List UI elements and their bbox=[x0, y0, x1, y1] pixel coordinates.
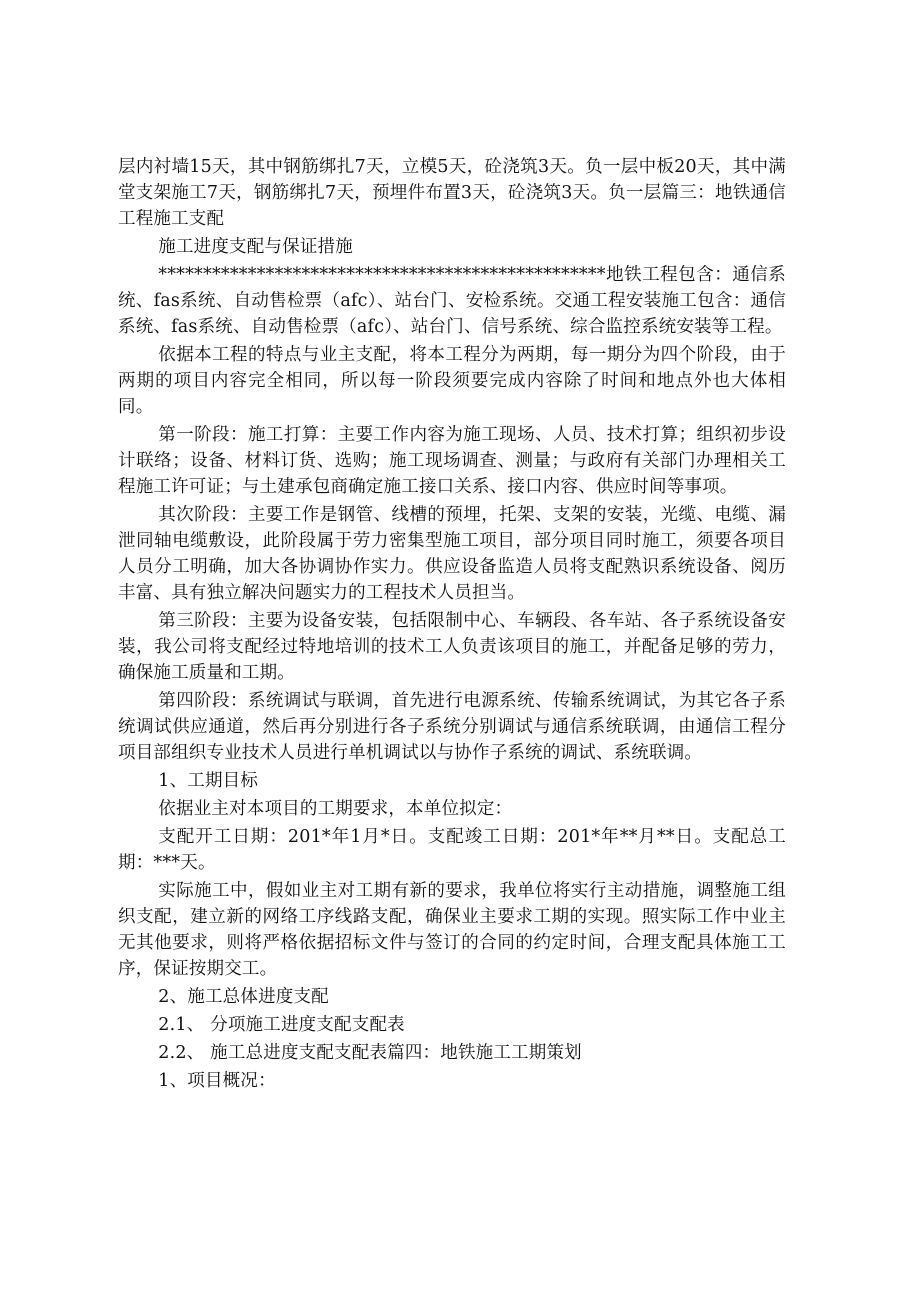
heading-project-overview: 1、项目概况： bbox=[158, 1071, 276, 1091]
paragraph-owner-requirement: 依据业主对本项目的工期要求，本单位拟定： bbox=[158, 799, 513, 819]
paragraph-phase-1: 第一阶段：施工打算：主要工作内容为施工现场、人员、技术打算；组织初步设计联络；设备、材料订货、选购；施工现场调查、测量；与政府有关部门办理相关工程施工许可证；与土建承包商确定施工接口关系、接口内容、供应时间等事项。 bbox=[118, 425, 786, 497]
paragraph-actual-construction: 实际施工中，假如业主对工期有新的要求，我单位将实行主动措施，调整施工组织支配，建立新的网络工序线路支配，确保业主要求工期的实现。照实际工作中业主无其他要求，则将严格依据招标文件与签订的合同的约定时间，合理支配具体施工工序，保证按期交工。 bbox=[118, 881, 786, 979]
section-title-schedule: 施工进度支配与保证措施 bbox=[158, 237, 353, 257]
item-2-1: 2.1、 分项施工进度支配支配表 bbox=[158, 1015, 405, 1035]
paragraph-phase-4: 第四阶段：系统调试与联调，首先进行电源系统、传输系统调试，为其它各子系统调试供应通道，然后再分别进行各子系统分别调试与通信系统联调，由通信工程分项目部组织专业技术人员进行单机调试以与协作子系统的调试、系统联调。 bbox=[118, 691, 786, 763]
paragraph-planned-dates: 支配开工日期：201*年1月*日。支配竣工日期：201*年**月**日。支配总工期：***天。 bbox=[118, 827, 786, 873]
paragraph-phases-intro: 依据本工程的特点与业主支配，将本工程分为两期，每一期分为四个阶段，由于两期的项目内容完全相同，所以每一阶段须要完成内容除了时间和地点外也大体相同。 bbox=[118, 345, 786, 417]
heading-overall-schedule: 2、施工总体进度支配 bbox=[158, 987, 329, 1007]
paragraph-phase-3: 第三阶段：主要为设备安装，包括限制中心、车辆段、各车站、各子系统设备安装，我公司将支配经过特地培训的技术工人负责该项目的施工，并配备足够的劳力，确保施工质量和工期。 bbox=[118, 611, 786, 683]
document-body bbox=[118, 154, 786, 1096]
item-2-2: 2.2、 施工总进度支配支配表篇四：地铁施工工期策划 bbox=[158, 1043, 582, 1063]
paragraph-continued: 层内衬墙15天，其中钢筋绑扎7天，立模5天，砼浇筑3天。负一层中板20天，其中满堂支架施工7天，钢筋绑扎7天，预埋件布置3天，砼浇筑3天。负一层篇三：地铁通信工程施工支配 bbox=[118, 157, 786, 229]
paragraph-scope: **************************************************地铁工程包含：通信系统、fas系统、自动售检票（afc）、站台门、安检系统。交通工程安装施工包含：通信系统、fas系统、自动售检票（afc）、站台门、信号系统、综合监控系统安装等工程。 bbox=[118, 265, 786, 337]
paragraph-phase-2: 其次阶段：主要工作是钢管、线槽的预埋，托架、支架的安装，光缆、电缆、漏泄同轴电缆敷设，此阶段属于劳力密集型施工项目，部分项目同时施工，须要各项目人员分工明确，加大各协调协作实力。供应设备监造人员将支配熟识系统设备、阅历丰富、具有独立解决问题实力的工程技术人员担当。 bbox=[118, 505, 786, 603]
heading-duration-target: 1、工期目标 bbox=[158, 771, 259, 791]
